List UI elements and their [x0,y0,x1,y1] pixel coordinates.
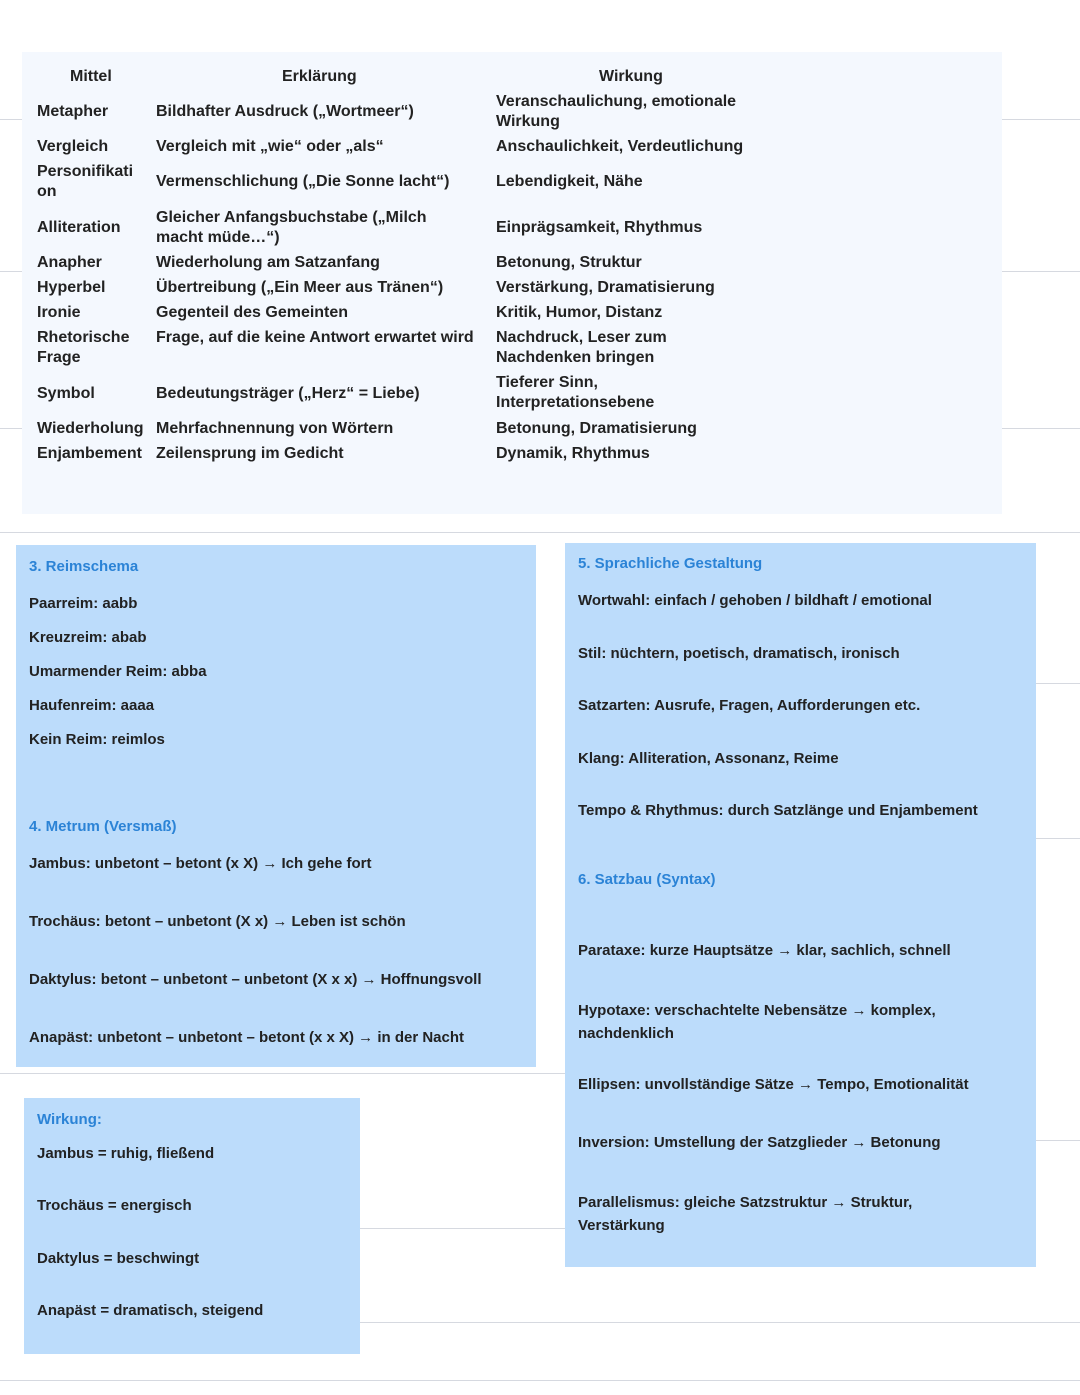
metrum-item: Trochäus: betont – unbetont (X x) → Leben ist schön [29,913,406,930]
satzbau-title: 6. Satzbau (Syntax) [578,871,716,888]
header-mittel: Mittel [70,68,112,85]
table-cell-wirkung: Lebendigkeit, Nähe [496,173,643,190]
table-cell-mittel: Hyperbel [37,279,106,296]
table-cell-wirkung: Verstärkung, Dramatisierung [496,279,715,296]
wirkung-item: Daktylus = beschwingt [37,1250,200,1267]
metrum-item: Jambus: unbetont – betont (x X) → Ich gehe fort [29,855,372,872]
table-cell-mittel: Personifikati on [37,163,134,200]
sprachliche-gestaltung-box [565,543,1036,1267]
satzbau-item: Parallelismus: gleiche Satzstruktur → Struktur, Verstärkung [578,1194,913,1234]
table-cell-erklaerung: Bedeutungsträger („Herz“ = Liebe) [156,385,420,402]
sprachlich-item: Klang: Alliteration, Assonanz, Reime [578,750,839,767]
table-cell-wirkung: Anschaulichkeit, Verdeutlichung [496,138,744,155]
ruled-line [1002,119,1080,120]
table-cell-erklaerung: Frage, auf die keine Antwort erwartet wird [156,329,474,346]
table-cell-mittel: Metapher [37,103,109,120]
sprachlich-item: Wortwahl: einfach / gehoben / bildhaft / emotional [578,592,932,609]
table-cell-mittel: Enjambement [37,445,142,462]
header-wirkung: Wirkung [599,68,663,85]
ruled-line [0,532,1080,533]
table-cell-wirkung: Betonung, Dramatisierung [496,420,697,437]
table-cell-mittel: Vergleich [37,138,109,155]
reimschema-item: Haufenreim: aaaa [29,697,155,714]
satzbau-item: Inversion: Umstellung der Satzglieder → Betonung [578,1134,941,1151]
wirkung-title: Wirkung: [37,1111,102,1128]
table-cell-wirkung: Tieferer Sinn, Interpretationsebene [496,374,655,411]
reimschema-item: Paarreim: aabb [29,595,138,612]
table-cell-erklaerung: Gleicher Anfangsbuchstabe („Milch macht müde…“) [156,209,427,246]
sprachlich-item: Tempo & Rhythmus: durch Satzlänge und Enjambement [578,802,978,819]
table-cell-mittel: Symbol [37,385,95,402]
metrum-title: 4. Metrum (Versmaß) [29,818,177,835]
table-cell-erklaerung: Wiederholung am Satzanfang [156,254,380,271]
table-cell-erklaerung: Mehrfachnennung von Wörtern [156,420,394,437]
table-cell-wirkung: Dynamik, Rhythmus [496,445,650,462]
ruled-line [1036,683,1080,684]
table-cell-wirkung: Veranschaulichung, emotionale Wirkung [496,93,737,130]
sprachlich-item: Stil: nüchtern, poetisch, dramatisch, ironisch [578,645,900,662]
table-cell-erklaerung: Gegenteil des Gemeinten [156,304,349,321]
satzbau-item: Hypotaxe: verschachtelte Nebensätze → komplex, nachdenklich [578,1002,936,1042]
reimschema-title: 3. Reimschema [29,558,139,575]
satzbau-item: Ellipsen: unvollständige Sätze → Tempo, Emotionalität [578,1076,969,1093]
ruled-line [360,1228,565,1229]
ruled-line [0,1380,1080,1381]
table-cell-mittel: Wiederholung [37,420,144,437]
table-cell-wirkung: Einprägsamkeit, Rhythmus [496,219,703,236]
wirkung-item: Trochäus = energisch [37,1197,192,1214]
table-cell-erklaerung: Zeilensprung im Gedicht [156,445,344,462]
reimschema-metrum-box [16,545,536,1067]
ruled-line [360,1322,1080,1323]
table-cell-mittel: Ironie [37,304,81,321]
ruled-line [1002,428,1080,429]
metrum-item: Daktylus: betont – unbetont – unbetont (X x x) → Hoffnungsvoll [29,971,482,988]
ruled-line [0,428,22,429]
wirkung-item: Jambus = ruhig, fließend [37,1145,215,1162]
table-cell-wirkung: Kritik, Humor, Distanz [496,304,663,321]
ruled-line [1036,1140,1080,1141]
header-erklaerung: Erklärung [282,68,357,85]
ruled-line [1002,271,1080,272]
table-cell-erklaerung: Vermenschlichung („Die Sonne lacht“) [156,173,450,190]
reimschema-item: Kein Reim: reimlos [29,731,165,748]
table-cell-mittel: Alliteration [37,219,121,236]
ruled-line [0,119,22,120]
ruled-line [0,271,22,272]
reimschema-item: Kreuzreim: abab [29,629,147,646]
table-cell-mittel: Rhetorische Frage [37,329,130,366]
wirkung-item: Anapäst = dramatisch, steigend [37,1302,264,1319]
satzbau-item: Parataxe: kurze Hauptsätze → klar, sachlich, schnell [578,942,951,959]
sprachlich-item: Satzarten: Ausrufe, Fragen, Aufforderungen etc. [578,697,921,714]
table-cell-mittel: Anapher [37,254,102,271]
reimschema-item: Umarmender Reim: abba [29,663,207,680]
stilmittel-table [22,52,1002,514]
table-cell-wirkung: Betonung, Struktur [496,254,642,271]
ruled-line [1036,838,1080,839]
ruled-line [0,1073,565,1074]
table-cell-wirkung: Nachdruck, Leser zum Nachdenken bringen [496,329,667,366]
wirkung-box [24,1098,360,1354]
table-cell-erklaerung: Übertreibung („Ein Meer aus Tränen“) [156,279,444,296]
table-cell-erklaerung: Bildhafter Ausdruck („Wortmeer“) [156,103,414,120]
table-cell-erklaerung: Vergleich mit „wie“ oder „als“ [156,138,384,155]
sprachlich-title: 5. Sprachliche Gestaltung [578,555,763,572]
metrum-item: Anapäst: unbetont – unbetont – betont (x x X) → in der Nacht [29,1029,465,1046]
